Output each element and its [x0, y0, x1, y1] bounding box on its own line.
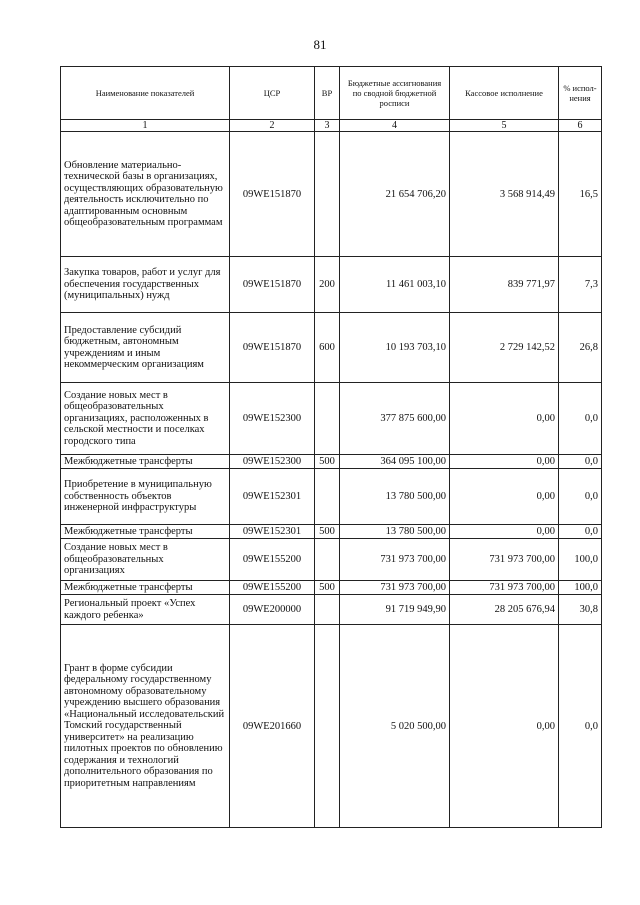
header-csr: ЦСР: [230, 67, 315, 120]
row-name: Межбюджетные трансферты: [61, 455, 230, 469]
table-header-row: [61, 67, 602, 120]
row-csr: 09WE201660: [230, 625, 315, 828]
row-cash: 0,00: [450, 469, 559, 525]
table-row: [61, 625, 602, 828]
row-budget: 21 654 706,20: [340, 132, 450, 257]
row-cash: 28 205 676,94: [450, 595, 559, 625]
row-name: Региональный проект «Успех каждого ребенка»: [61, 595, 230, 625]
table-row: [61, 539, 602, 581]
row-budget: 377 875 600,00: [340, 383, 450, 455]
row-name: Создание новых мест в общеобразовательных организациях: [61, 539, 230, 581]
row-pct: 0,0: [559, 455, 602, 469]
row-vr: 500: [315, 455, 340, 469]
row-cash: 0,00: [450, 625, 559, 828]
row-name: Межбюджетные трансферты: [61, 525, 230, 539]
row-csr: 09WE155200: [230, 539, 315, 581]
row-budget: 13 780 500,00: [340, 469, 450, 525]
row-csr: 09WE152301: [230, 469, 315, 525]
row-cash: 0,00: [450, 455, 559, 469]
row-pct: 16,5: [559, 132, 602, 257]
column-number: 1: [61, 120, 230, 132]
table-row: [61, 595, 602, 625]
row-csr: 09WE151870: [230, 313, 315, 383]
header-budget: Бюджетные ассигнования по сводной бюджетной росписи: [340, 67, 450, 120]
row-vr: [315, 595, 340, 625]
row-cash: 731 973 700,00: [450, 539, 559, 581]
row-budget: 11 461 003,10: [340, 257, 450, 313]
row-csr: 09WE152301: [230, 525, 315, 539]
column-number: 4: [340, 120, 450, 132]
row-name: Межбюджетные трансферты: [61, 581, 230, 595]
row-name: Обновление материально-технической базы в организациях, осуществляющих образовательную деятельность исключительно по адаптированным основным общеобразовательным программам: [61, 132, 230, 257]
row-budget: 91 719 949,90: [340, 595, 450, 625]
column-number: 6: [559, 120, 602, 132]
row-vr: [315, 539, 340, 581]
row-csr: 09WE151870: [230, 132, 315, 257]
row-pct: 100,0: [559, 539, 602, 581]
page-number: 81: [313, 37, 327, 52]
row-vr: [315, 625, 340, 828]
table-row: [61, 581, 602, 595]
row-cash: 2 729 142,52: [450, 313, 559, 383]
header-pct: % испол-нения: [559, 67, 602, 120]
row-vr: 500: [315, 525, 340, 539]
column-number: 2: [230, 120, 315, 132]
row-csr: 09WE151870: [230, 257, 315, 313]
row-budget: 731 973 700,00: [340, 581, 450, 595]
row-cash: 0,00: [450, 525, 559, 539]
row-pct: 0,0: [559, 525, 602, 539]
column-number-row: [61, 120, 602, 132]
header-cash: Кассовое исполнение: [450, 67, 559, 120]
row-pct: 100,0: [559, 581, 602, 595]
row-name: Создание новых мест в общеобразовательных организациях, расположенных в сельской местности и поселках городского типа: [61, 383, 230, 455]
column-number: 5: [450, 120, 559, 132]
table-row: [61, 455, 602, 469]
row-pct: 0,0: [559, 383, 602, 455]
header-vr: ВР: [315, 67, 340, 120]
row-name: Приобретение в муниципальную собственность объектов инженерной инфраструктуры: [61, 469, 230, 525]
row-budget: 13 780 500,00: [340, 525, 450, 539]
row-cash: 3 568 914,49: [450, 132, 559, 257]
table-row: [61, 313, 602, 383]
row-vr: 600: [315, 313, 340, 383]
table-row: [61, 257, 602, 313]
table-row: [61, 469, 602, 525]
row-pct: 26,8: [559, 313, 602, 383]
column-number: 3: [315, 120, 340, 132]
row-cash: 0,00: [450, 383, 559, 455]
table-row: [61, 525, 602, 539]
row-vr: 200: [315, 257, 340, 313]
row-name: Грант в форме субсидии федеральному государственному автономному образовательному учреждению высшего образования «Национальный исследовательский Томский государственный университет» на реализацию пилотных проектов по обновлению содержания и технологий дополнительного образования по приоритетным направлениям: [61, 625, 230, 828]
row-name: Предоставление субсидий бюджетным, автономным учреждениям и иным некоммерческим организациям: [61, 313, 230, 383]
row-vr: [315, 132, 340, 257]
header-name: Наименование показателей: [61, 67, 230, 120]
row-csr: 09WE200000: [230, 595, 315, 625]
row-cash: 839 771,97: [450, 257, 559, 313]
row-name: Закупка товаров, работ и услуг для обеспечения государственных (муниципальных) нужд: [61, 257, 230, 313]
row-budget: 731 973 700,00: [340, 539, 450, 581]
row-pct: 0,0: [559, 625, 602, 828]
row-pct: 7,3: [559, 257, 602, 313]
row-vr: [315, 383, 340, 455]
row-vr: 500: [315, 581, 340, 595]
table-row: [61, 383, 602, 455]
row-csr: 09WE155200: [230, 581, 315, 595]
budget-execution-table: [60, 66, 602, 828]
row-budget: 5 020 500,00: [340, 625, 450, 828]
row-csr: 09WE152300: [230, 383, 315, 455]
row-pct: 30,8: [559, 595, 602, 625]
row-budget: 10 193 703,10: [340, 313, 450, 383]
row-cash: 731 973 700,00: [450, 581, 559, 595]
row-csr: 09WE152300: [230, 455, 315, 469]
row-pct: 0,0: [559, 469, 602, 525]
row-vr: [315, 469, 340, 525]
table-row: [61, 132, 602, 257]
row-budget: 364 095 100,00: [340, 455, 450, 469]
